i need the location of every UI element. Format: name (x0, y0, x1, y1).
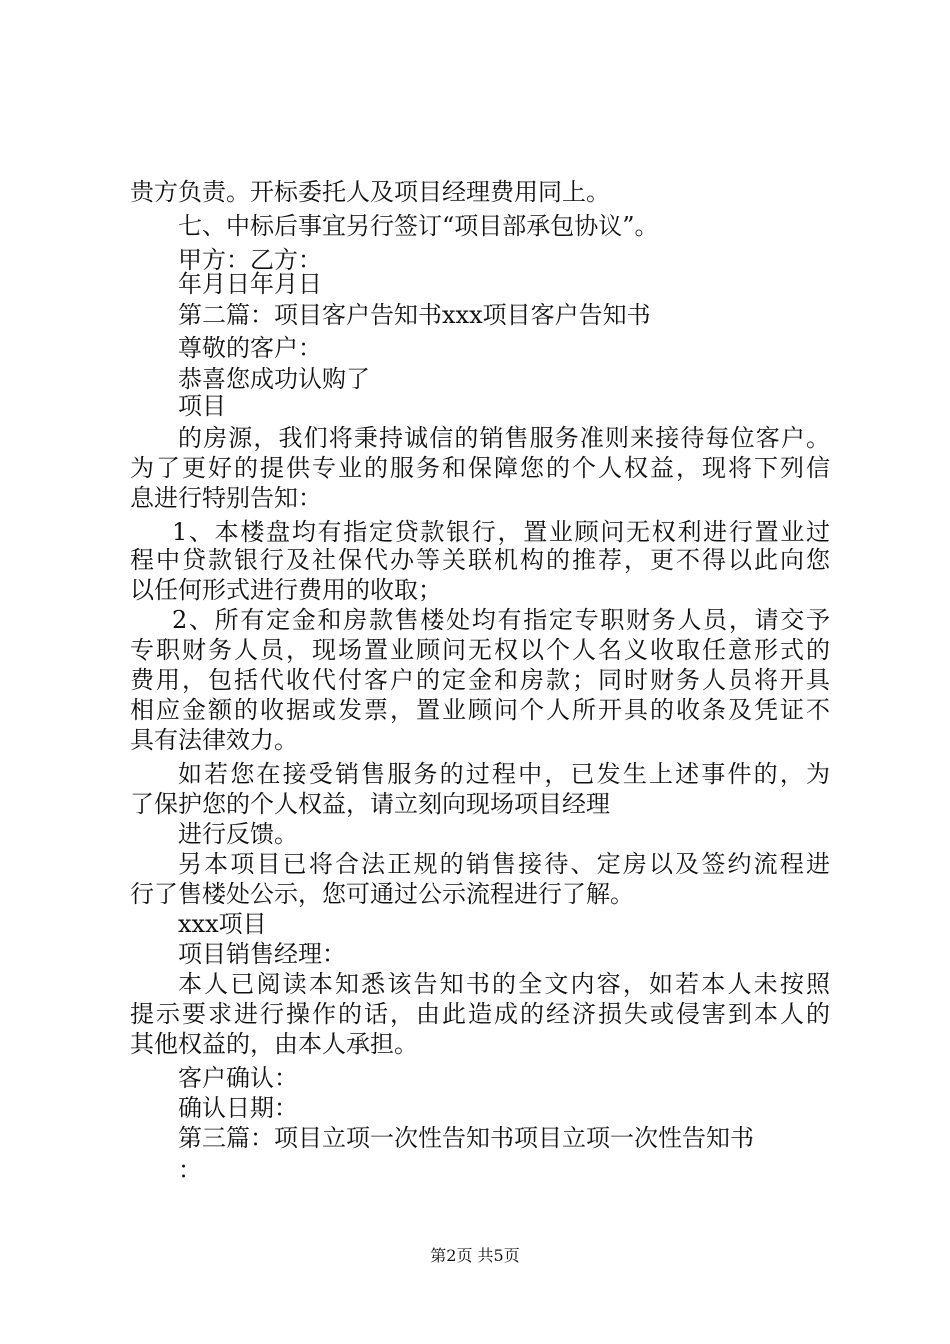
text-line: 以任何形式进行费用的收取； (130, 576, 442, 604)
text-line: 1、本楼盘均有指定贷款银行，置业顾问无权利进行置业过 (172, 518, 830, 546)
text-line: 的房源，我们将秉持诚信的销售服务准则来接待每位客户。 (178, 424, 830, 452)
text-line: 进行反馈。 (178, 820, 298, 848)
text-line: 费用，包括代收代付客户的定金和房款；同时财务人员将开具 (130, 666, 830, 694)
text-line: 专职财务人员，现场置业顾问无权以个人名义收取任意形式的 (130, 636, 830, 664)
text-line: 贵方负责。开标委托人及项目经理费用同上。 (130, 178, 610, 206)
text-line: 项目 (178, 392, 226, 420)
text-line: 2、所有定金和房款售楼处均有指定专职财务人员，请交予 (172, 606, 830, 634)
text-line: 程中贷款银行及社保代办等关联机构的推荐，更不得以此向您 (130, 546, 830, 574)
text-line: 了保护您的个人权益，请立刻向现场项目经理 (130, 790, 610, 818)
text-line: 本人已阅读本知悉该告知书的全文内容，如若本人未按照 (178, 970, 830, 998)
text-line: 恭喜您成功认购了 (178, 365, 370, 393)
text-line: 息进行特别告知： (130, 484, 322, 512)
text-line: 项目销售经理： (178, 940, 346, 968)
text-line: 如若您在接受销售服务的过程中，已发生上述事件的，为 (178, 760, 830, 788)
text-line: xxx项目 (178, 910, 267, 938)
section-heading: 第三篇：项目立项一次性告知书项目立项一次性告知书 (178, 1124, 754, 1152)
text-line: 相应金额的收据或发票，置业顾问个人所开具的收条及凭证不 (130, 696, 830, 724)
text-line: 七、中标后事宜另行签订“项目部承包协议”。 (178, 212, 659, 240)
text-line: ： (178, 1156, 202, 1184)
text-line: 确认日期： (178, 1094, 298, 1122)
text-line: 另本项目已将合法正规的销售接待、定房以及签约流程进 (178, 850, 830, 878)
page-footer: 第2页 共5页 (430, 1246, 520, 1265)
text-line: 尊敬的客户： (178, 334, 322, 362)
text-line: 其他权益的，由本人承担。 (130, 1030, 418, 1058)
text-line: 客户确认： (178, 1064, 298, 1092)
text-line: 具有法律效力。 (130, 726, 298, 754)
section-heading: 第二篇：项目客户告知书xxx项目客户告知书 (178, 301, 651, 329)
text-line: 年月日年月日 (178, 270, 322, 298)
text-line: 行了售楼处公示，您可通过公示流程进行了解。 (130, 880, 634, 908)
text-line: 提示要求进行操作的话，由此造成的经济损失或侵害到本人的 (130, 1000, 830, 1028)
text-line: 甲方：乙方： (178, 246, 322, 274)
text-line: 为了更好的提供专业的服务和保障您的个人权益，现将下列信 (130, 454, 830, 482)
